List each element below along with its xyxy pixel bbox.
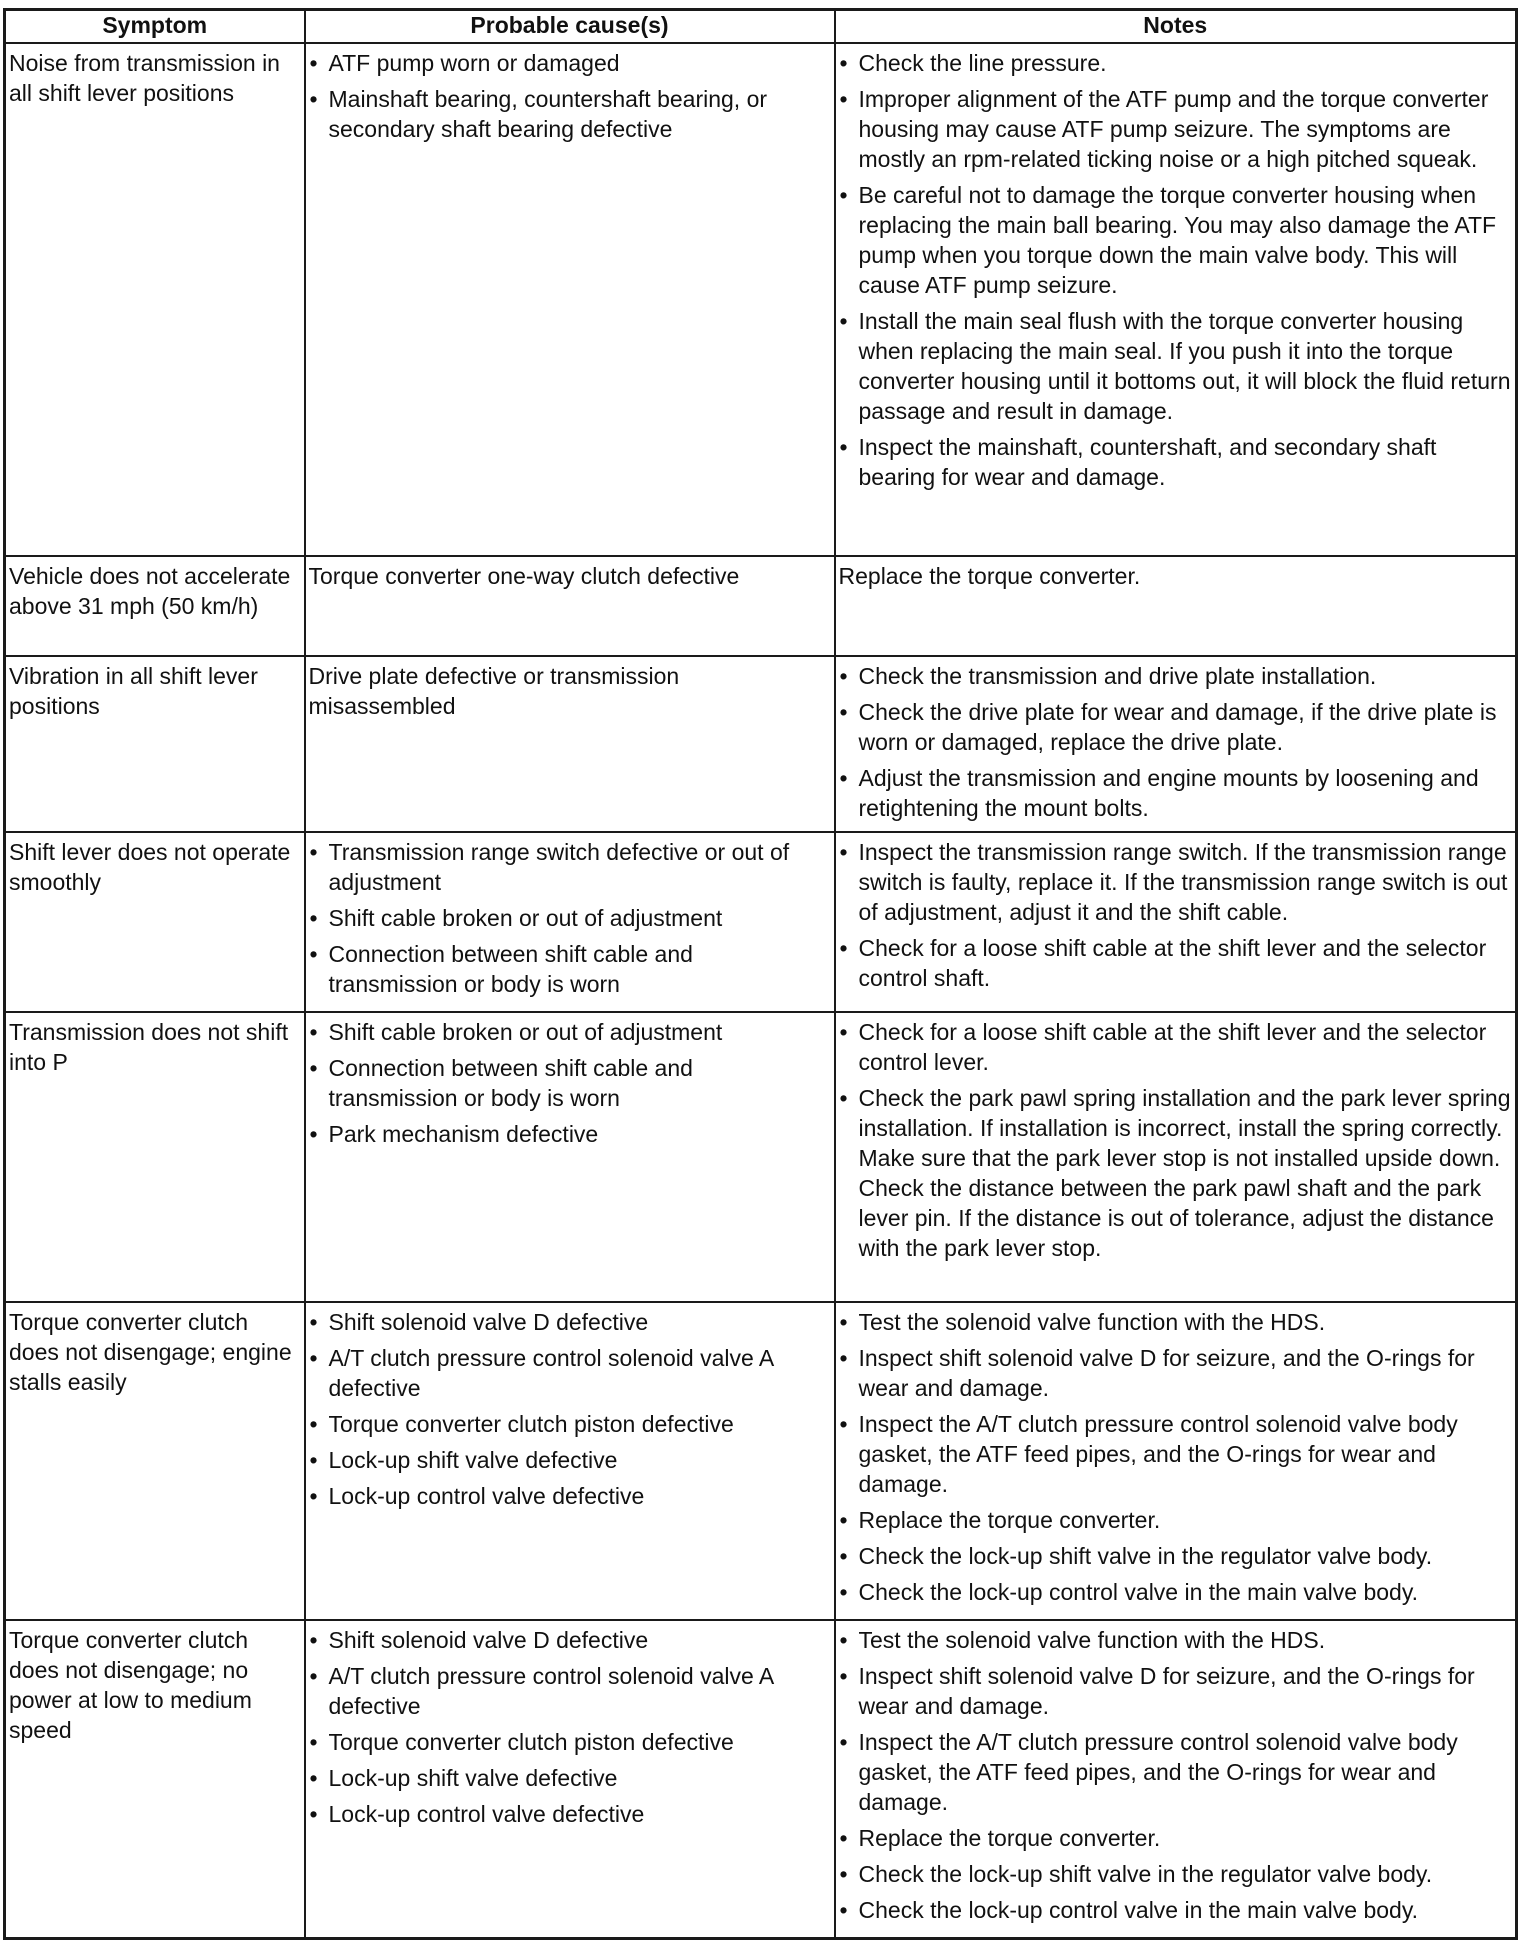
cause-item: • A/T clutch pressure control solenoid valve A defective bbox=[309, 1663, 773, 1719]
cause-item: • Shift cable broken or out of adjustment bbox=[309, 905, 723, 931]
notes-cell bbox=[835, 43, 1517, 556]
cause-cell: Drive plate defective or transmission misassembled bbox=[305, 656, 835, 832]
notes-cell bbox=[835, 656, 1517, 832]
bullet-icon: • bbox=[309, 1765, 318, 1791]
bullet-icon: • bbox=[309, 1309, 318, 1335]
cause-item: • Lock-up shift valve defective bbox=[309, 1765, 618, 1791]
note-item: • Test the solenoid valve function with the HDS. bbox=[839, 1309, 1326, 1335]
bullet-icon: • bbox=[309, 1411, 318, 1437]
cause-item: • Shift cable broken or out of adjustment bbox=[309, 1019, 723, 1045]
cause-item: • A/T clutch pressure control solenoid valve A defective bbox=[309, 1345, 773, 1401]
bullet-icon: • bbox=[839, 1579, 848, 1605]
table-row bbox=[5, 1302, 1517, 1620]
table-row bbox=[5, 43, 1517, 556]
bullet-icon: • bbox=[309, 1019, 318, 1045]
cause-item: • Transmission range switch defective or out of adjustment bbox=[309, 839, 790, 895]
bullet-icon: • bbox=[309, 839, 318, 865]
bullet-icon: • bbox=[309, 50, 318, 76]
bullet-icon: • bbox=[309, 1447, 318, 1473]
bullet-icon: • bbox=[309, 1345, 318, 1371]
note-item: • Check the lock-up control valve in the main valve body. bbox=[839, 1579, 1419, 1605]
note-item: • Check the lock-up shift valve in the regulator valve body. bbox=[839, 1861, 1433, 1887]
table-row bbox=[5, 656, 1517, 832]
cause-cell bbox=[305, 1012, 835, 1302]
bullet-icon: • bbox=[839, 182, 848, 208]
bullet-icon: • bbox=[839, 1897, 848, 1923]
note-item: • Be careful not to damage the torque converter housing when replacing the main ball bearing. You may also damage the ATF pump when you torque down the main valve body. This will cause ATF pump seizure. bbox=[839, 182, 1497, 298]
notes-list bbox=[839, 1625, 1512, 1925]
symptom-cell: Transmission does not shift into P bbox=[5, 1012, 305, 1302]
note-item: • Inspect the A/T clutch pressure control solenoid valve body gasket, the ATF feed pipes, and the O-rings for wear and damage. bbox=[839, 1411, 1458, 1497]
notes-list bbox=[839, 837, 1512, 993]
note-item: • Check the line pressure. bbox=[839, 50, 1107, 76]
note-item: • Inspect shift solenoid valve D for seizure, and the O-rings for wear and damage. bbox=[839, 1663, 1475, 1719]
notes-cell bbox=[835, 1012, 1517, 1302]
bullet-icon: • bbox=[309, 1121, 318, 1147]
bullet-icon: • bbox=[839, 1345, 848, 1371]
bullet-icon: • bbox=[839, 1507, 848, 1533]
cause-list bbox=[309, 837, 828, 999]
cause-item: • Mainshaft bearing, countershaft bearing, or secondary shaft bearing defective bbox=[309, 86, 768, 142]
bullet-icon: • bbox=[309, 1729, 318, 1755]
symptom-cell: Noise from transmission in all shift lever positions bbox=[5, 43, 305, 556]
bullet-icon: • bbox=[839, 1543, 848, 1569]
notes-list bbox=[839, 48, 1512, 492]
notes-cell bbox=[835, 832, 1517, 1012]
bullet-icon: • bbox=[839, 1627, 848, 1653]
bullet-icon: • bbox=[309, 1801, 318, 1827]
note-item: • Inspect the transmission range switch. If the transmission range switch is faulty, replace it. If the transmission range switch is out of adjustment, adjust it and the shift cable. bbox=[839, 839, 1508, 925]
note-item: • Inspect the A/T clutch pressure control solenoid valve body gasket, the ATF feed pipes, and the O-rings for wear and damage. bbox=[839, 1729, 1458, 1815]
bullet-icon: • bbox=[839, 1085, 848, 1111]
note-item: • Check the lock-up control valve in the main valve body. bbox=[839, 1897, 1419, 1923]
bullet-icon: • bbox=[839, 839, 848, 865]
cause-item: • Lock-up control valve defective bbox=[309, 1483, 645, 1509]
cause-cell bbox=[305, 1302, 835, 1620]
cause-item: • Lock-up control valve defective bbox=[309, 1801, 645, 1827]
bullet-icon: • bbox=[839, 765, 848, 791]
bullet-icon: • bbox=[839, 663, 848, 689]
bullet-icon: • bbox=[839, 1309, 848, 1335]
header-symptom: Symptom bbox=[5, 10, 305, 44]
cause-cell bbox=[305, 1620, 835, 1938]
note-item: • Inspect the mainshaft, countershaft, and secondary shaft bearing for wear and damage. bbox=[839, 434, 1437, 490]
cause-list bbox=[309, 1017, 828, 1149]
note-item: • Check the lock-up shift valve in the regulator valve body. bbox=[839, 1543, 1433, 1569]
bullet-icon: • bbox=[309, 941, 318, 967]
note-item: • Replace the torque converter. bbox=[839, 1825, 1161, 1851]
note-item: • Test the solenoid valve function with the HDS. bbox=[839, 1627, 1326, 1653]
symptom-cell: Torque converter clutch does not disengage; no power at low to medium speed bbox=[5, 1620, 305, 1938]
cause-cell bbox=[305, 832, 835, 1012]
bullet-icon: • bbox=[839, 935, 848, 961]
header-probable-causes: Probable cause(s) bbox=[305, 10, 835, 44]
bullet-icon: • bbox=[839, 1019, 848, 1045]
cause-list bbox=[309, 1307, 828, 1511]
note-item: • Check for a loose shift cable at the shift lever and the selector control shaft. bbox=[839, 935, 1487, 991]
cause-item: • Torque converter clutch piston defective bbox=[309, 1411, 734, 1437]
symptom-cell: Torque converter clutch does not disengage; engine stalls easily bbox=[5, 1302, 305, 1620]
bullet-icon: • bbox=[309, 1627, 318, 1653]
bullet-icon: • bbox=[309, 905, 318, 931]
notes-list bbox=[839, 1307, 1512, 1607]
bullet-icon: • bbox=[839, 699, 848, 725]
header-row bbox=[5, 10, 1517, 44]
cause-item: • Lock-up shift valve defective bbox=[309, 1447, 618, 1473]
document-page bbox=[3, 8, 1515, 1923]
note-item: • Install the main seal flush with the torque converter housing when replacing the main seal. If you push it into the torque converter housing until it bottoms out, it will block the fluid return passage and result in damage. bbox=[839, 308, 1511, 424]
notes-cell bbox=[835, 1620, 1517, 1938]
cause-item: • Shift solenoid valve D defective bbox=[309, 1309, 649, 1335]
bullet-icon: • bbox=[839, 1861, 848, 1887]
bullet-icon: • bbox=[309, 1663, 318, 1689]
bullet-icon: • bbox=[839, 1825, 848, 1851]
table-row bbox=[5, 1012, 1517, 1302]
note-item: • Inspect shift solenoid valve D for seizure, and the O-rings for wear and damage. bbox=[839, 1345, 1475, 1401]
bullet-icon: • bbox=[839, 308, 848, 334]
cause-item: • Connection between shift cable and transmission or body is worn bbox=[309, 1055, 693, 1111]
cause-item: • Shift solenoid valve D defective bbox=[309, 1627, 649, 1653]
note-item: • Improper alignment of the ATF pump and the torque converter housing may cause ATF pump seizure. The symptoms are mostly an rpm-related ticking noise or a high pitched squeak. bbox=[839, 86, 1489, 172]
cause-item: • ATF pump worn or damaged bbox=[309, 50, 620, 76]
symptom-cell: Shift lever does not operate smoothly bbox=[5, 832, 305, 1012]
symptom-cell: Vehicle does not accelerate above 31 mph (50 km/h) bbox=[5, 556, 305, 656]
bullet-icon: • bbox=[839, 1663, 848, 1689]
cause-list bbox=[309, 48, 828, 144]
bullet-icon: • bbox=[839, 434, 848, 460]
note-item: • Check the park pawl spring installation and the park lever spring installation. If installation is incorrect, install the spring correctly. Make sure that the park lever stop is not installed upside down. Check the distance between the park pawl shaft and the park lever pin. If the distance is out of tolerance, adjust the distance with the park lever stop. bbox=[839, 1085, 1511, 1261]
note-item: • Check for a loose shift cable at the shift lever and the selector control lever. bbox=[839, 1019, 1487, 1075]
header-notes: Notes bbox=[835, 10, 1517, 44]
symptom-cell: Vibration in all shift lever positions bbox=[5, 656, 305, 832]
cause-list bbox=[309, 1625, 828, 1829]
table-row bbox=[5, 1620, 1517, 1938]
table-row bbox=[5, 556, 1517, 656]
troubleshooting-table bbox=[3, 8, 1518, 1940]
cause-item: • Torque converter clutch piston defective bbox=[309, 1729, 734, 1755]
cause-item: • Connection between shift cable and transmission or body is worn bbox=[309, 941, 693, 997]
table-row bbox=[5, 832, 1517, 1012]
notes-list bbox=[839, 1017, 1512, 1263]
bullet-icon: • bbox=[839, 1729, 848, 1755]
bullet-icon: • bbox=[839, 86, 848, 112]
bullet-icon: • bbox=[839, 50, 848, 76]
note-item: • Replace the torque converter. bbox=[839, 1507, 1161, 1533]
bullet-icon: • bbox=[309, 1483, 318, 1509]
note-item: • Adjust the transmission and engine mounts by loosening and retightening the mount bolts. bbox=[839, 765, 1479, 821]
notes-cell: Replace the torque converter. bbox=[835, 556, 1517, 656]
cause-item: • Park mechanism defective bbox=[309, 1121, 599, 1147]
cause-cell bbox=[305, 43, 835, 556]
bullet-icon: • bbox=[309, 1055, 318, 1081]
notes-list bbox=[839, 661, 1512, 823]
note-item: • Check the transmission and drive plate installation. bbox=[839, 663, 1377, 689]
bullet-icon: • bbox=[309, 86, 318, 112]
bullet-icon: • bbox=[839, 1411, 848, 1437]
notes-cell bbox=[835, 1302, 1517, 1620]
note-item: • Check the drive plate for wear and damage, if the drive plate is worn or damaged, replace the drive plate. bbox=[839, 699, 1497, 755]
cause-cell: Torque converter one-way clutch defective bbox=[305, 556, 835, 656]
